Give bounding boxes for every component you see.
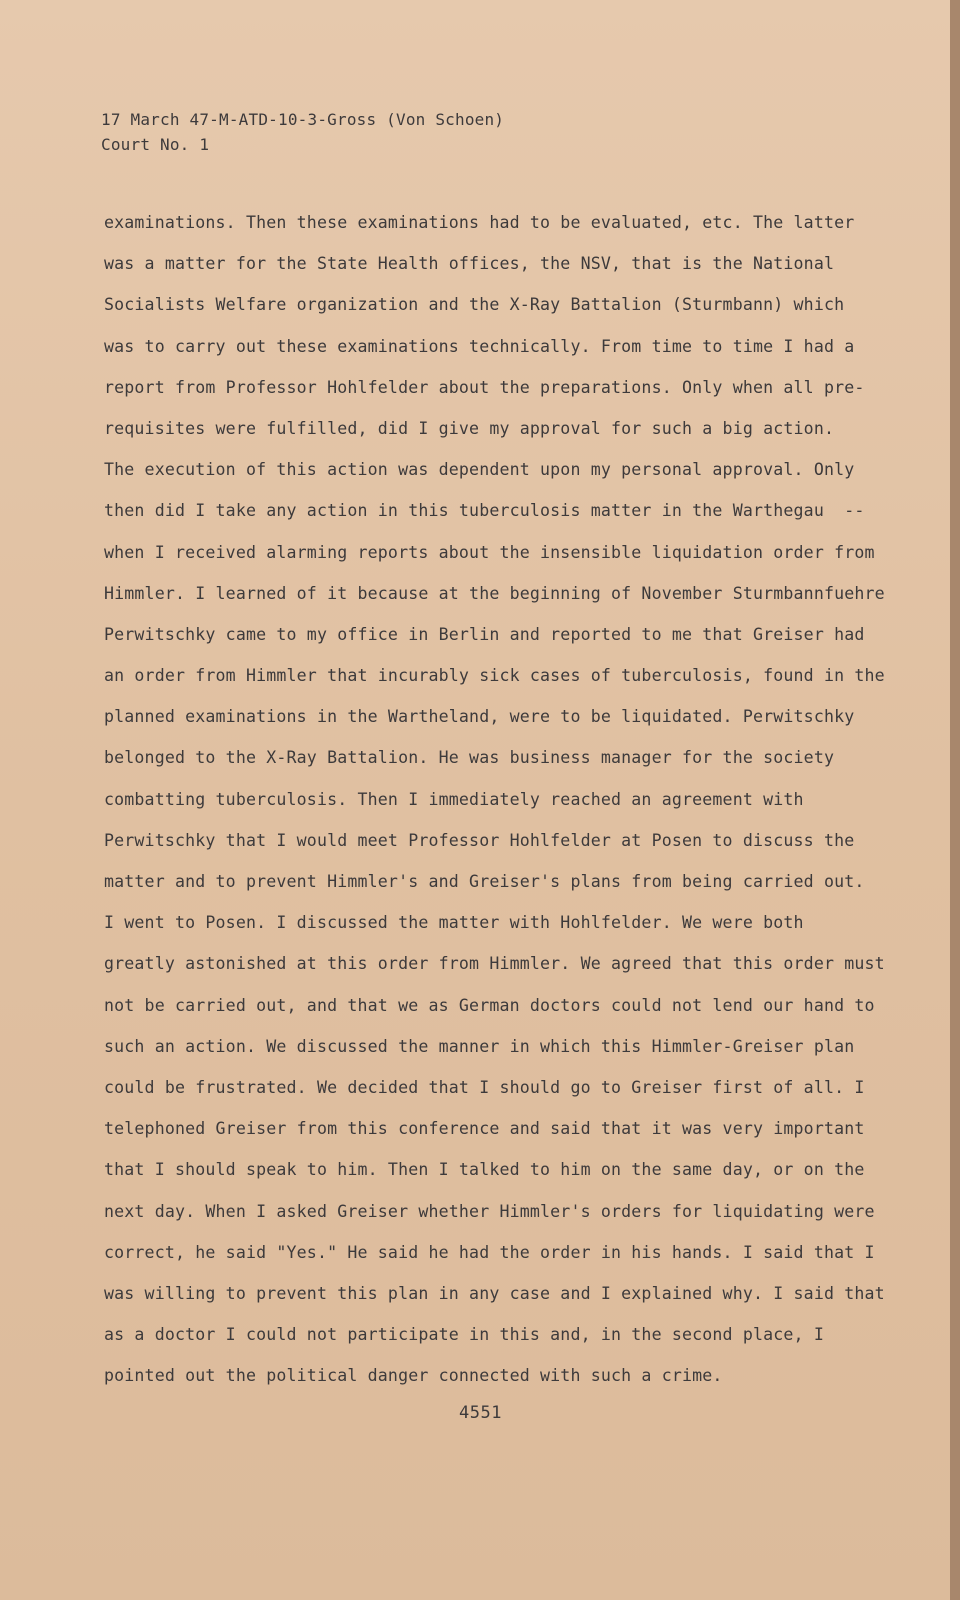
transcript-line: examinations. Then these examinations had to be evaluated, etc. The latter <box>104 213 855 232</box>
transcript-body <box>104 202 904 1396</box>
transcript-line: that I should speak to him. Then I talked to him on the same day, or on the <box>104 1160 865 1180</box>
transcript-line: not be carried out, and that we as German doctors could not lend our hand to <box>104 995 875 1015</box>
transcript-line: then did I take any action in this tuberculosis matter in the Warthegau -- <box>104 501 865 521</box>
transcript-line: as a doctor I could not participate in this and, in the second place, I <box>104 1325 824 1345</box>
page-edge-shadow <box>950 0 960 1600</box>
transcript-line: telephoned Greiser from this conference and said that it was very important <box>104 1119 865 1139</box>
transcript-line: combatting tuberculosis. Then I immediately reached an agreement with <box>104 789 804 809</box>
transcript-line: requisites were fulfilled, did I give my approval for such a big action. <box>104 418 835 438</box>
transcript-line: planned examinations in the Wartheland, were to be liquidated. Perwitschky <box>104 707 855 727</box>
transcript-line: such an action. We discussed the manner in which this Himmler-Greiser plan <box>104 1036 855 1056</box>
transcript-line: Perwitschky that I would meet Professor Hohlfelder at Posen to discuss the <box>104 830 855 850</box>
transcript-line: was a matter for the State Health offices, the NSV, that is the National <box>104 254 835 274</box>
transcript-line: was willing to prevent this plan in any case and I explained why. I said that <box>104 1283 885 1303</box>
transcript-line: an order from Himmler that incurably sick cases of tuberculosis, found in the <box>104 666 885 686</box>
transcript-line: I went to Posen. I discussed the matter with Hohlfelder. We were both <box>104 913 804 933</box>
transcript-line: report from Professor Hohlfelder about the preparations. Only when all pre- <box>104 377 865 397</box>
transcript-line: matter and to prevent Himmler's and Greiser's plans from being carried out. <box>104 872 865 891</box>
header-court-number: Court No. 1 <box>101 135 210 154</box>
transcript-line: could be frustrated. We decided that I should go to Greiser first of all. I <box>104 1077 865 1097</box>
transcript-line: belonged to the X-Ray Battalion. He was business manager for the society <box>104 748 835 768</box>
header-case-reference: 17 March 47-M-ATD-10-3-Gross (Von Schoen) <box>101 110 505 129</box>
transcript-line: next day. When I asked Greiser whether Himmler's orders for liquidating were <box>104 1201 875 1221</box>
page-number: 4551 <box>459 1403 502 1423</box>
transcript-line: The execution of this action was dependent upon my personal approval. Only <box>104 460 855 480</box>
transcript-line: Socialists Welfare organization and the X-Ray Battalion (Sturmbann) which <box>104 295 845 315</box>
transcript-line: pointed out the political danger connected with such a crime. <box>104 1366 723 1386</box>
transcript-line: when I received alarming reports about the insensible liquidation order from <box>104 542 875 562</box>
transcript-line: Himmler. I learned of it because at the beginning of November Sturmbannfuehre <box>104 583 885 603</box>
document-header <box>101 107 504 157</box>
transcript-line: greatly astonished at this order from Himmler. We agreed that this order must <box>104 954 885 974</box>
transcript-line: was to carry out these examinations technically. From time to time I had a <box>104 336 855 356</box>
transcript-line: Perwitschky came to my office in Berlin and reported to me that Greiser had <box>104 624 865 644</box>
transcript-line: correct, he said "Yes." He said he had the order in his hands. I said that I <box>104 1242 875 1262</box>
